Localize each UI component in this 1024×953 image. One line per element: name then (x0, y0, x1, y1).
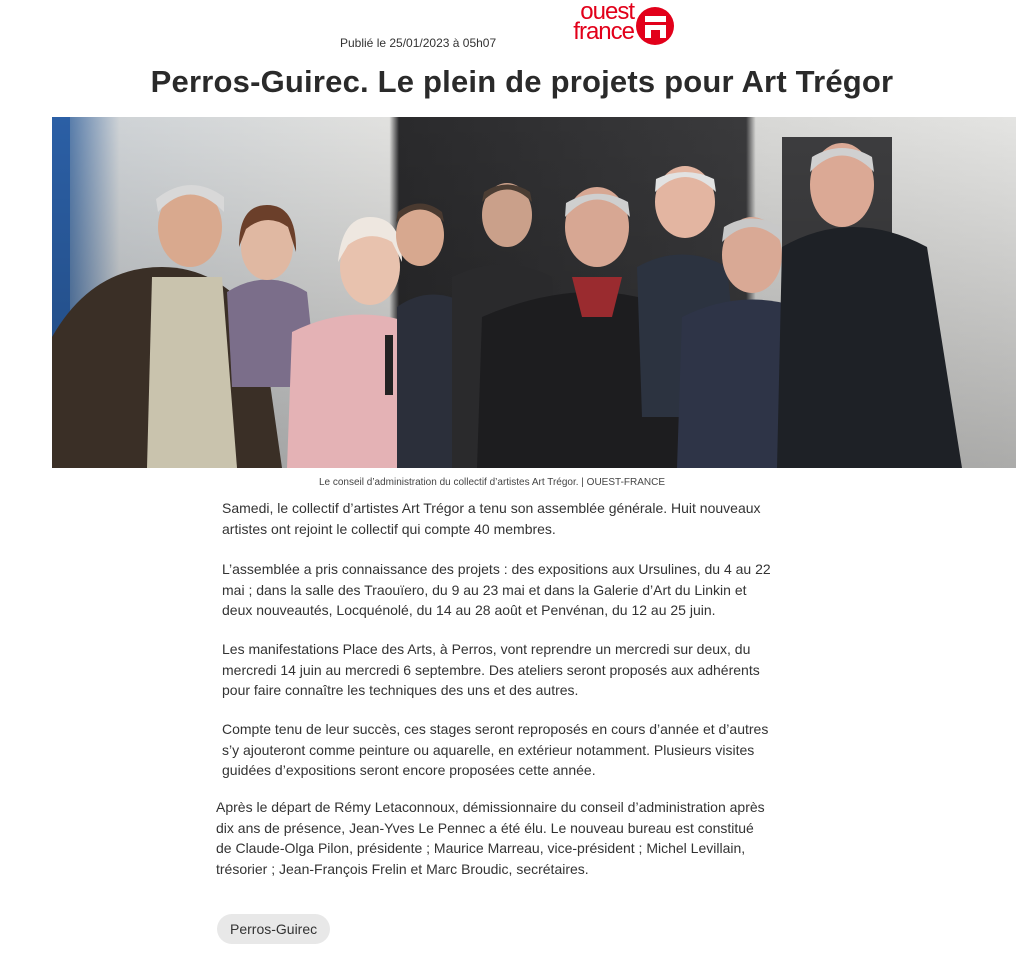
article-paragraph: Les manifestations Place des Arts, à Perros, vont reprendre un mercredi sur deux, du mercredi 14 juin au mercredi 6 septembre. Des ateliers seront proposés aux adhérents pour faire connaître les techniques des uns et des autres. (222, 641, 760, 698)
logo-wordmark (542, 0, 634, 45)
group-photo-image (52, 117, 1016, 468)
publication-date: Publié le 25/01/2023 à 05h07 (340, 36, 497, 50)
logo-line-1: ouest (580, 0, 634, 25)
logo-line-2: france (573, 18, 634, 45)
tag-perros-guirec[interactable]: Perros-Guirec (217, 914, 330, 944)
article-paragraph: Samedi, le collectif d’artistes Art Trégor a tenu son assemblée générale. Huit nouveaux artistes ont rejoint le collectif qui compte 40 membres. (222, 500, 761, 537)
article-paragraph: Compte tenu de leur succès, ces stages seront reproposés en cours d’année et d’autres s’y ajouteront comme peinture ou aquarelle, en extérieur notamment. Plusieurs visites guidées d’expositions seront encore proposées cette année. (222, 721, 769, 778)
article-paragraph: Après le départ de Rémy Letaconnoux, démissionnaire du conseil d’administration après dix ans de présence, Jean-Yves Le Pennec a été élu. Le nouveau bureau est constitué de Claude-Olga Pilon, présidente ; Maurice Marreau, vice-président ; Michel Levillain, trésorier ; Jean-François Frelin et Marc Broudic, secrétaires. (216, 799, 765, 877)
logo-mark-icon (636, 7, 674, 45)
ouest-france-logo[interactable] (542, 2, 677, 48)
photo-caption: Le conseil d’administration du collectif d’artistes Art Trégor. | OUEST-FRANCE (318, 477, 666, 488)
article-title: Perros-Guirec. Le plein de projets pour Art Trégor (150, 64, 894, 99)
article-photo (52, 117, 1016, 468)
article-paragraph: L’assemblée a pris connaissance des projets : des expositions aux Ursulines, du 4 au 22 mai ; dans la salle des Traouïero, du 9 au 23 mai et dans la Galerie d’Art du Linkin et deux nouveautés, Locquénolé, du 14 au 28 août et Penvénan, du 12 au 25 juin. (222, 561, 771, 618)
